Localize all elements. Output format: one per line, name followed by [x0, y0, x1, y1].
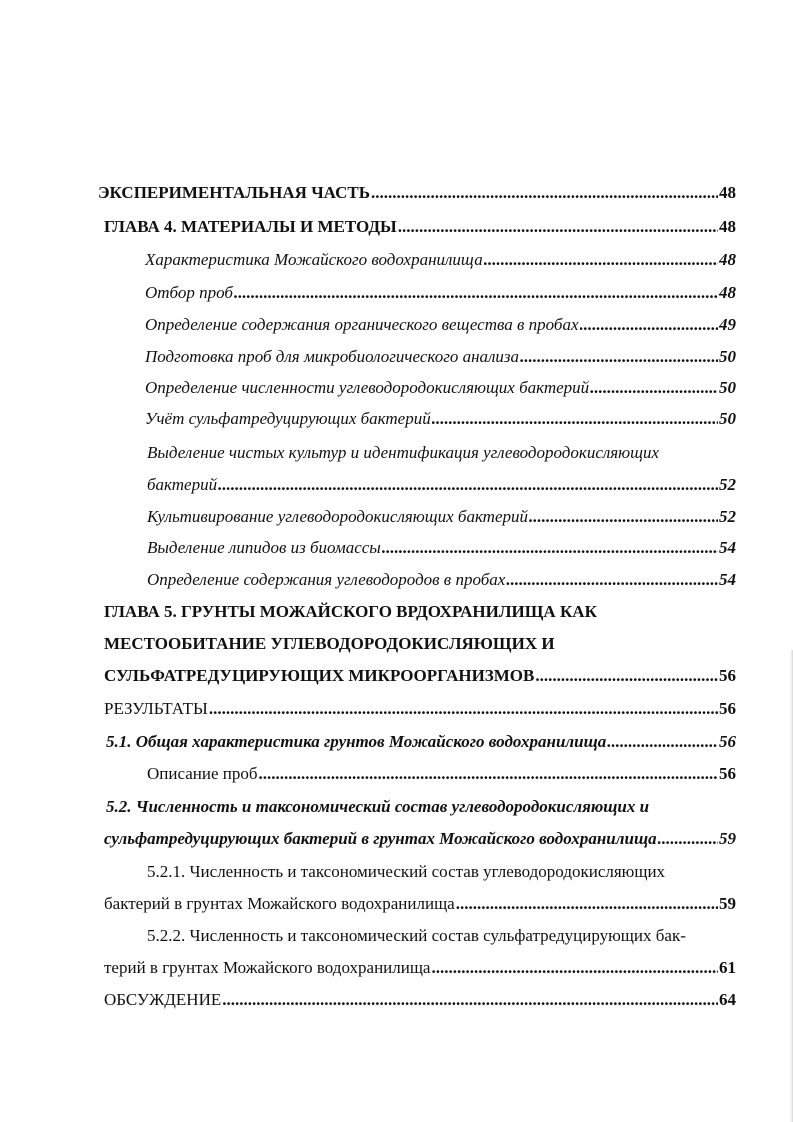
- toc-page-number: 61: [719, 958, 736, 977]
- toc-leader: [218, 475, 718, 495]
- toc-leader: [529, 507, 718, 527]
- toc-entry-line: ГЛАВА 5. ГРУНТЫ МОЖАЙСКОГО ВРДОХРАНИЛИЩА КАК: [104, 602, 597, 621]
- toc-leader: [371, 183, 718, 203]
- toc-entry: [147, 570, 736, 590]
- toc-entry-line: МЕСТООБИТАНИЕ УГЛЕВОДОРОДОКИСЛЯЮЩИХ И: [104, 634, 555, 653]
- toc-entry-title: Характеристика Можайского водохранилища: [145, 250, 483, 269]
- toc-leader: [607, 732, 718, 752]
- toc-entry: [104, 894, 736, 914]
- toc-leader: [259, 764, 718, 784]
- toc-entry-title: Определение содержания углеводородов в пробах: [147, 570, 506, 589]
- toc-leader: [590, 378, 718, 398]
- toc-leader: [580, 315, 718, 335]
- toc-entry: [145, 250, 736, 270]
- toc-page-number: 48: [719, 283, 736, 302]
- toc-leader: [209, 699, 718, 719]
- toc-entry: [98, 183, 736, 203]
- toc-entry-title: 5.1. Общая характеристика грунтов Можайского водохранилища: [106, 732, 607, 751]
- toc-leader: [520, 347, 718, 367]
- toc-page-number: 50: [719, 347, 736, 366]
- toc-entry-title: РЕЗУЛЬТАТЫ: [104, 699, 208, 718]
- toc-entry-title: Описание проб: [147, 764, 258, 783]
- toc-entry-title: терий в грунтах Можайского водохранилища: [104, 958, 431, 977]
- toc-page-number: 52: [719, 507, 736, 526]
- toc-entry-title: Определение численности углеводородокисляющих бактерий: [145, 378, 590, 397]
- toc-page-number: 50: [719, 409, 736, 428]
- toc-entry-title: Подготовка проб для микробиологического анализа: [145, 347, 520, 366]
- toc-page-number: 48: [719, 250, 736, 269]
- toc-entry-title: ЭКСПЕРИМЕНТАЛЬНАЯ ЧАСТЬ: [98, 183, 370, 202]
- toc-leader: [432, 409, 718, 429]
- toc-entry: [145, 347, 736, 367]
- toc-leader: [658, 829, 718, 849]
- toc-page-number: 56: [719, 732, 736, 751]
- toc-entry: [145, 315, 736, 335]
- toc-page-number: 49: [719, 315, 736, 334]
- toc-entry-title: СУЛЬФАТРЕДУЦИРУЮЩИХ МИКРООРГАНИЗМОВ: [104, 666, 535, 685]
- toc-page-number: 64: [719, 990, 736, 1009]
- toc-entry: [147, 764, 736, 784]
- toc-entry: [147, 507, 736, 527]
- toc-entry: [104, 829, 736, 849]
- toc-leader: [431, 958, 718, 978]
- toc-entry: [104, 666, 736, 686]
- toc-entry: [145, 409, 736, 429]
- toc-entry: [145, 378, 736, 398]
- toc-entry: [104, 699, 736, 719]
- toc-page-number: 48: [719, 183, 736, 202]
- toc-entry: [104, 217, 736, 237]
- toc-page-number: 56: [719, 764, 736, 783]
- toc-entry-title: бактерий в грунтах Можайского водохранилища: [104, 894, 455, 913]
- toc-page-number: 59: [719, 894, 736, 913]
- toc-entry-line: Выделение чистых культур и идентификация углеводородокисляющих: [147, 443, 660, 462]
- toc-leader: [222, 990, 718, 1010]
- toc-entry-title: бактерий: [147, 475, 218, 494]
- toc-entry-title: сульфатредуцирующих бактерий в грунтах Можайского водохранилища: [104, 829, 657, 848]
- toc-entry-title: Учёт сульфатредуцирующих бактерий: [145, 409, 431, 428]
- toc-leader: [506, 570, 718, 590]
- toc-entry: [104, 990, 736, 1010]
- toc-page-number: 52: [719, 475, 736, 494]
- toc-leader: [535, 666, 718, 686]
- toc-entry: [104, 958, 736, 978]
- toc-page-number: 50: [719, 378, 736, 397]
- toc-entry-title: Культивирование углеводородокисляющих бактерий: [147, 507, 528, 526]
- toc-page-number: 59: [719, 829, 736, 848]
- toc-entry: [147, 475, 736, 495]
- toc-entry-title: ОБСУЖДЕНИЕ: [104, 990, 222, 1009]
- toc-entry-line: 5.2.2. Численность и таксономический состав сульфатредуцирующих бак-: [147, 926, 686, 945]
- toc-leader: [382, 538, 718, 558]
- toc-page-number: 48: [719, 217, 736, 236]
- toc-page-number: 54: [719, 538, 736, 557]
- toc-entry-title: Отбор проб: [145, 283, 233, 302]
- toc-entry: [145, 283, 736, 303]
- toc-leader: [398, 217, 718, 237]
- toc-page-number: 56: [719, 666, 736, 685]
- toc-entry: [106, 732, 736, 752]
- toc-leader: [456, 894, 718, 914]
- toc-entry-line: 5.2.1. Численность и таксономический состав углеводородокисляющих: [147, 862, 666, 881]
- toc-entry-title: Определение содержания органического вещества в пробах: [145, 315, 579, 334]
- toc-entry-title: ГЛАВА 4. МАТЕРИАЛЫ И МЕТОДЫ: [104, 217, 397, 236]
- toc-page-number: 56: [719, 699, 736, 718]
- toc-entry-title: Выделение липидов из биомассы: [147, 538, 381, 557]
- toc-leader: [234, 283, 718, 303]
- toc-entry: [147, 538, 736, 558]
- toc-entry-line: 5.2. Численность и таксономический состав углеводородокисляющих и: [106, 797, 650, 816]
- toc-page-number: 54: [719, 570, 736, 589]
- toc-leader: [484, 250, 718, 270]
